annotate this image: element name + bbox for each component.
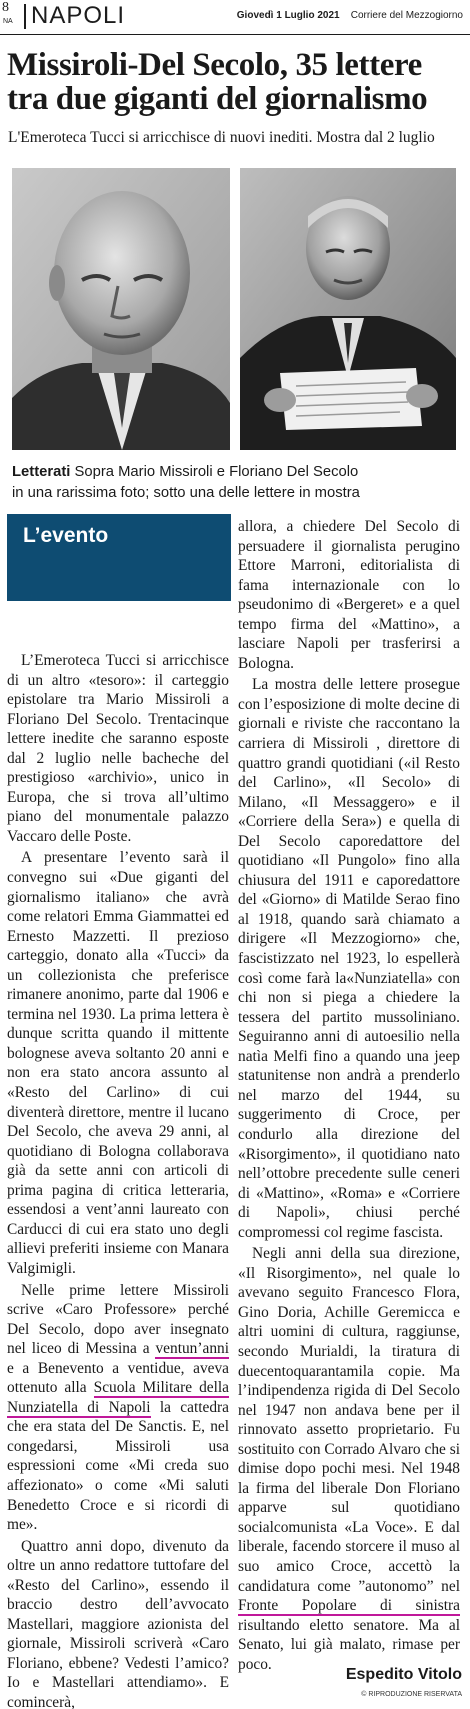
copyright-notice: © RIPRODUZIONE RISERVATA: [361, 1691, 462, 1698]
paragraph: A presentare l’evento sarà il convegno sui «Due giganti del giornalismo italiano» che avrà come relatori Emma Giammattei ed Ernesto Mazzetti. Il prezioso carteggio, donato alla «Tucci» da un collezionista che preferisce rimanere anonimo, parte dal 1906 e termina nel 1930. La prima lettera è dunque scritta quando il mittente bolognese aveva soltanto 20 anni e non era stato ancora assunto al «Resto del Carlino» di cui diventerà direttore, mentre il lucano Del Secolo, che aveva 29 anni, al quotidiano di Bologna collaborava già da sette anni con articoli di prima pagina di critica letteraria, essendosi a vent’anni laureato con Carducci di cui era stato uno degli allievi preferiti insieme con Manara Valgimigli.: [7, 849, 229, 1277]
photo-missiroli: [12, 168, 230, 450]
portrait-del-secolo-image: [240, 168, 456, 450]
paragraph: allora, a chiedere Del Secolo di persuadere il giornalista perugino Ettore Marroni, editorialista di fama internazionale con lo pseudonimo di «Bergeret» e a quel tempo firma del «Mattino», a lasciare Napoli per trasferirsi a Bologna.: [238, 518, 460, 672]
paragraph: [7, 1281, 229, 1535]
event-box: [7, 514, 231, 601]
paragraph: La mostra delle lettere prosegue con l’esposizione di molte decine di giornali e riviste che raccontano la carriera di Missiroli , direttore di quattro grandi quotidiani («il Resto del Carlino», «Il Secolo» di Milano, «Il Messaggero» e il «Corriere della Sera») e quella di Del Secolo caporedattore del quotidiano «Il Pungolo» fino alla chiusura del 1911 e caporedattore del «Giorno» di Matilde Serao fino al 1918, quando sarà chiamato a dirigere «Il Mezzogiorno» che, fascistizzato nel 1923, lo espellerà così come farà la«Nunziatella» con chi non si piega a chiedere la tessera del partito mussoliniano. Seguiranno anni di autoesilio nella natìa Melfi fino a quando una jeep statunitense non andrà a prenderlo nel marzo del 1944, su suggerimento di Croce, per condurlo alla direzione del «Risorgimento», il quotidiano nato nell’ottobre precedente sulle ceneri di «Mattino», «Roma» e «Corriere di Napoli», chiusi perché compromessi col regime fascista.: [238, 676, 460, 1241]
article-column-right: [238, 517, 460, 1674]
section-title: NAPOLI: [31, 2, 126, 29]
page-edition: NA: [3, 18, 13, 25]
caption-text-2: in una rarissima foto; sotto una delle lettere in mostra: [12, 485, 360, 501]
paragraph-text: risultando eletto senatore. Ma al Senato, lui già malato, rimase per poco.: [238, 1616, 460, 1673]
paragraph: L’Emeroteca Tucci si arricchisce di un altro «tesoro»: il carteggio epistolare tra Mario Missiroli a Floriano Del Secolo. Trentacinque lettere inedite che saranno esposte dal 2 luglio nelle bacheche del prestigioso «archivio», unico in Europa, che si trova all’ultimo piano del monumentale palazzo Vaccaro delle Poste.: [7, 652, 229, 845]
newspaper-name: Corriere del Mezzogiorno: [350, 10, 463, 21]
paragraph-text: e a Benevento a ventidue, aveva ottenuto alla: [7, 1359, 229, 1397]
dateline: [237, 10, 463, 22]
photo-del-secolo: [240, 168, 456, 450]
highlight-scuola-militare: Scuola Militare della Nunziatella di Napoli: [7, 1379, 229, 1416]
photo-caption: [12, 462, 462, 504]
header-rule: [0, 34, 470, 35]
paragraph-text: Negli anni della sua direzione, «Il Risorgimento», nel quale lo avevano seguito Francesco Flora, Gino Doria, Achille Geremicca e altri uomini di cultura, raggiunse, secondo Murialdi, la tiratura di duecentoquarantamila copie. Ma l’indipendenza rigida di Del Secolo nel 1947 non andava bene per il rinnovato assetto proprietario. Fu sostituito con Corrado Alvaro che si dimise dopo pochi mesi. Nel 1948 la firma del liberale Don Floriano apparve sul quotidiano socialcomunista «La Voce». E dal liberale, facendo storcere il muso al suo amico Croce, accettò la candidatura come ”autonomo” nel: [238, 1245, 460, 1595]
highlight-fronte-popolare: Fronte Popolare di sinistra: [238, 1597, 460, 1615]
event-box-label: L’evento: [23, 524, 109, 547]
paragraph-text: la cattedra che era stata del De Sanctis. E, nel congedarsi, Missiroli usa espressioni come «Mi creda suo affezionato» o come «Mi saluti Benedetto Croce e si ricordi di me».: [7, 1398, 229, 1534]
paragraph: [238, 1244, 460, 1674]
subheadline: L'Emeroteca Tucci si arricchisce di nuovi inediti. Mostra dal 2 luglio: [8, 129, 435, 146]
article-column-left: [7, 651, 229, 1709]
paragraph-text: Nelle prime lettere Missiroli scrive «Caro Professore» perché Del Secolo, dopo aver insegnato nel liceo di Messina a: [7, 1281, 229, 1358]
portrait-missiroli-image: [12, 168, 230, 450]
paragraph: Quattro anni dopo, divenuto da oltre un anno redattore tuttofare del «Resto del Carlino», essendo il braccio destro dell’avvocato Mastellari, maggiore azionista del giornale, Missiroli scriverà «Caro Floriano, ebbene? Vedesti l’amico? Io e Mastellari attendiamo». E comincerà,: [7, 1537, 229, 1709]
author-byline: Espedito Vitolo: [345, 1666, 462, 1683]
headline-line-1: Missiroli-Del Secolo, 35 lettere: [7, 47, 422, 83]
page-number: 8: [2, 0, 9, 15]
header-divider: [24, 4, 26, 29]
issue-date: Giovedì 1 Luglio 2021: [236, 10, 340, 21]
headline: [7, 48, 467, 116]
headline-line-2: tra due giganti del giornalismo: [7, 81, 428, 117]
caption-text-1: Sopra Mario Missiroli e Floriano Del Secolo: [70, 464, 359, 480]
highlight-ventunanni: ventun’anni: [155, 1340, 229, 1358]
page-header: [0, 0, 470, 34]
caption-keyword: Letterati: [12, 464, 71, 480]
